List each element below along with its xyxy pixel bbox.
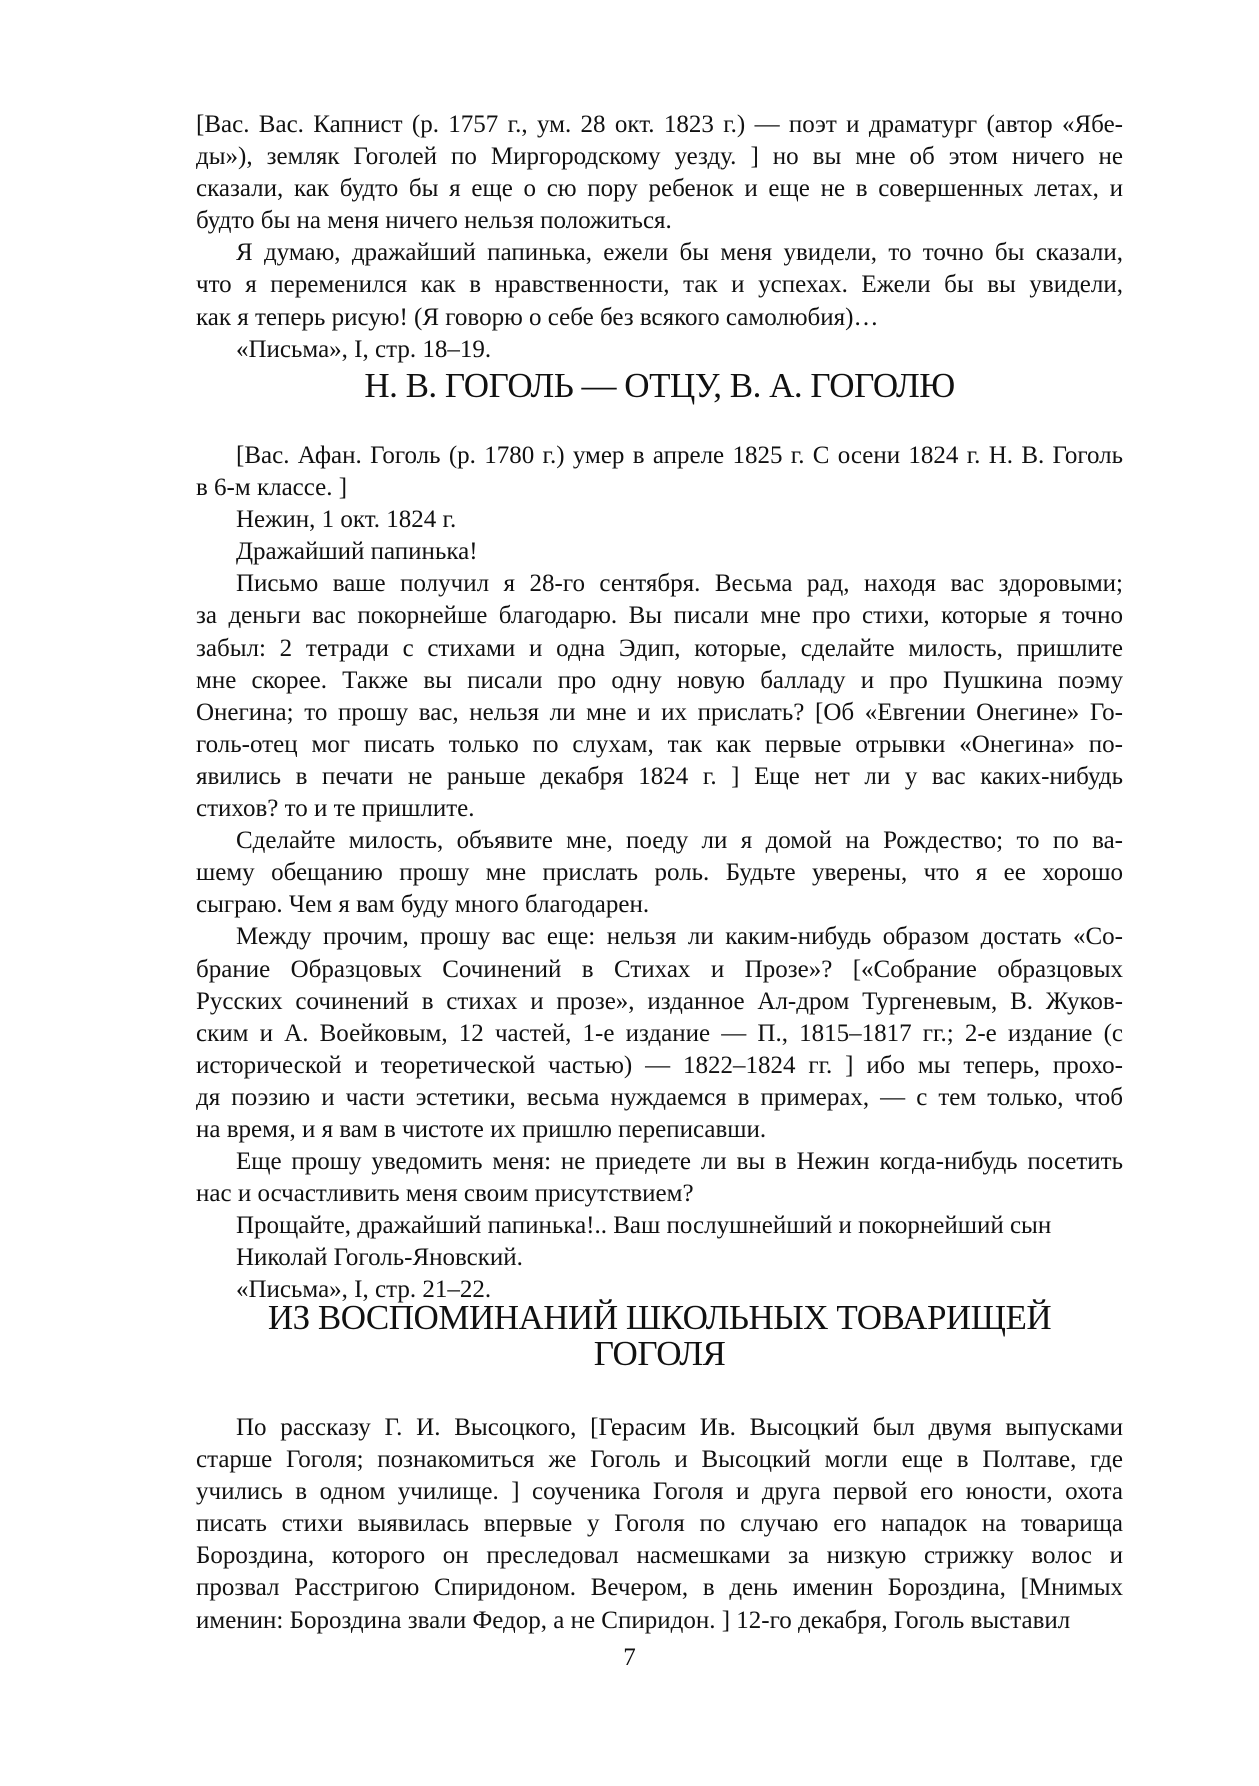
paragraph: [196, 237, 1123, 333]
text-line: Письмо ваше получил я 28-го сентября. Весьма рад, находя вас здоровыми;: [236, 570, 1123, 598]
page-number: 7: [623, 1644, 636, 1671]
heading-memoirs-line1: ИЗ ВОСПОМИНАНИЙ ШКОЛЬНЫХ ТОВАРИЩЕЙ: [267, 1298, 1052, 1337]
paragraph: [196, 1242, 1123, 1274]
text-line: голь-отец мог писать только по слухам, так как первые отрывки «Онегина» по-: [196, 730, 1123, 758]
section-kapnist-letter-end: [196, 109, 1123, 366]
text-line: брание Образцовых Сочинений в Стихах и Прозе»? [«Собрание образцовых: [196, 955, 1123, 983]
paragraph: [196, 1412, 1123, 1637]
heading-memoirs-line2: ГОГОЛЯ: [593, 1334, 726, 1373]
text-line: прозвал Расстригою Спиридоном. Вечером, в день именин Бороздина, [Мнимых: [196, 1574, 1123, 1602]
text-line: Русских сочинений в стихах и прозе», изданное Ал-дром Тургеневым, В. Жуков-: [196, 987, 1123, 1015]
paragraph: [196, 109, 1123, 237]
text-line: Еще прошу уведомить меня: не приедете ли вы в Нежин когда-нибудь посетить: [236, 1148, 1123, 1176]
paragraph: [196, 1146, 1123, 1210]
paragraph: [196, 921, 1123, 1146]
text-line: ды»), земляк Гоголей по Миргородскому уезду. ] но вы мне об этом ничего не: [196, 143, 1123, 171]
section-memoirs: [196, 1412, 1123, 1637]
paragraph: [196, 825, 1123, 921]
text-line: Сделайте милость, объявите мне, поеду ли я домой на Рождество; то по ва-: [236, 827, 1123, 855]
text-line: будто бы на меня ничего нельзя положиться.: [196, 207, 672, 235]
text-line: шему обещанию прошу мне прислать роль. Будьте уверены, что я ее хорошо: [196, 859, 1123, 887]
text-line: сказали, как будто бы я еще о сю пору ребенок и еще не в совершенных летах, и: [196, 175, 1123, 203]
text-line: забыл: 2 тетради с стихами и одна Эдип, которые, сделайте милость, пришлите: [196, 634, 1123, 662]
section-letter-to-father: [196, 440, 1123, 1307]
text-line: за деньги вас покорнейше благодарю. Вы писали мне про стихи, которые я точно: [196, 602, 1123, 630]
text-line: исторической и теоретической частью) — 1822–1824 гг. ] ибо мы теперь, прохо-: [196, 1051, 1123, 1079]
paragraph: [196, 1210, 1123, 1242]
text-line: на время, и я вам в чистоте их пришлю переписавши.: [196, 1115, 767, 1143]
text-line: стихов? то и те пришлите.: [196, 795, 475, 823]
paragraph: [196, 536, 1123, 568]
text-line: Дражайший папинька!: [236, 538, 478, 566]
paragraph: [196, 440, 1123, 504]
text-line: По рассказу Г. И. Высоцкого, [Герасим Ив. Высоцкий был двумя выпусками: [236, 1414, 1123, 1441]
heading-memoirs: [196, 1300, 1123, 1372]
text-line: Я думаю, дражайший папинька, ежели бы меня увидели, то точно бы сказали,: [236, 239, 1123, 267]
text-line: именин: Бороздина звали Федор, а не Спиридон. ] 12-го декабря, Гоголь выставил: [196, 1606, 1071, 1634]
text-line: Бороздина, которого он преследовал насмешками за низкую стрижку волос и: [196, 1542, 1123, 1570]
text-line: учились в одном училище. ] соученика Гоголя и друга первой его юности, охота: [196, 1478, 1123, 1506]
text-line: «Письма», I, стр. 21–22.: [236, 1276, 492, 1304]
text-line: мне скорее. Также вы писали про одну новую балладу и про Пушкина поэму: [196, 666, 1123, 694]
text-line: Прощайте, дражайший папинька!.. Ваш послушнейший и покорнейший сын: [236, 1212, 1052, 1240]
paragraph: [196, 334, 1123, 366]
text-line: писать стихи выявилась впервые у Гоголя по случаю его нападок на товарища: [196, 1510, 1123, 1538]
text-line: Нежин, 1 окт. 1824 г.: [236, 506, 457, 534]
text-line: «Письма», I, стр. 18–19.: [236, 335, 492, 363]
heading-letter-to-father: Н. В. ГОГОЛЬ — ОТЦУ, В. А. ГОГОЛЮ: [364, 366, 955, 405]
text-line: старше Гоголя; познакомиться же Гоголь и Высоцкий могли еще в Полтаве, где: [196, 1446, 1123, 1474]
text-line: Между прочим, прошу вас еще: нельзя ли каким-нибудь образом достать «Со-: [236, 923, 1123, 951]
text-line: Онегина; то прошу вас, нельзя ли мне и их прислать? [Об «Евгении Онегине» Го-: [196, 698, 1123, 726]
text-line: нас и осчастливить меня своим присутствием?: [196, 1180, 694, 1208]
text-line: дя поэзию и части эстетики, весьма нуждаемся в примерах, — с тем только, чтоб: [196, 1083, 1123, 1111]
text-line: как я теперь рисую! (Я говорю о себе без всякого самолюбия)…: [196, 303, 879, 331]
text-line: Николай Гоголь-Яновский.: [236, 1244, 523, 1272]
text-line: ским и А. Воейковым, 12 частей, 1-е издание — П., 1815–1817 гг.; 2-е издание (с: [196, 1019, 1123, 1047]
paragraph: [196, 504, 1123, 536]
paragraph: [196, 568, 1123, 825]
text-line: явились в печати не раньше декабря 1824 г. ] Еще нет ли у вас каких-нибудь: [196, 762, 1123, 790]
text-line: сыграю. Чем я вам буду много благодарен.: [196, 891, 650, 919]
text-line: что я переменился как в нравственности, так и успехах. Ежели бы вы увидели,: [196, 271, 1123, 299]
text-line: [Вас. Вас. Капнист (р. 1757 г., ум. 28 окт. 1823 г.) — поэт и драматург (автор «Ябе-: [196, 111, 1123, 138]
text-line: в 6-м классе. ]: [196, 474, 348, 502]
text-line: [Вас. Афан. Гоголь (р. 1780 г.) умер в апреле 1825 г. С осени 1824 г. Н. В. Гоголь: [236, 442, 1123, 469]
